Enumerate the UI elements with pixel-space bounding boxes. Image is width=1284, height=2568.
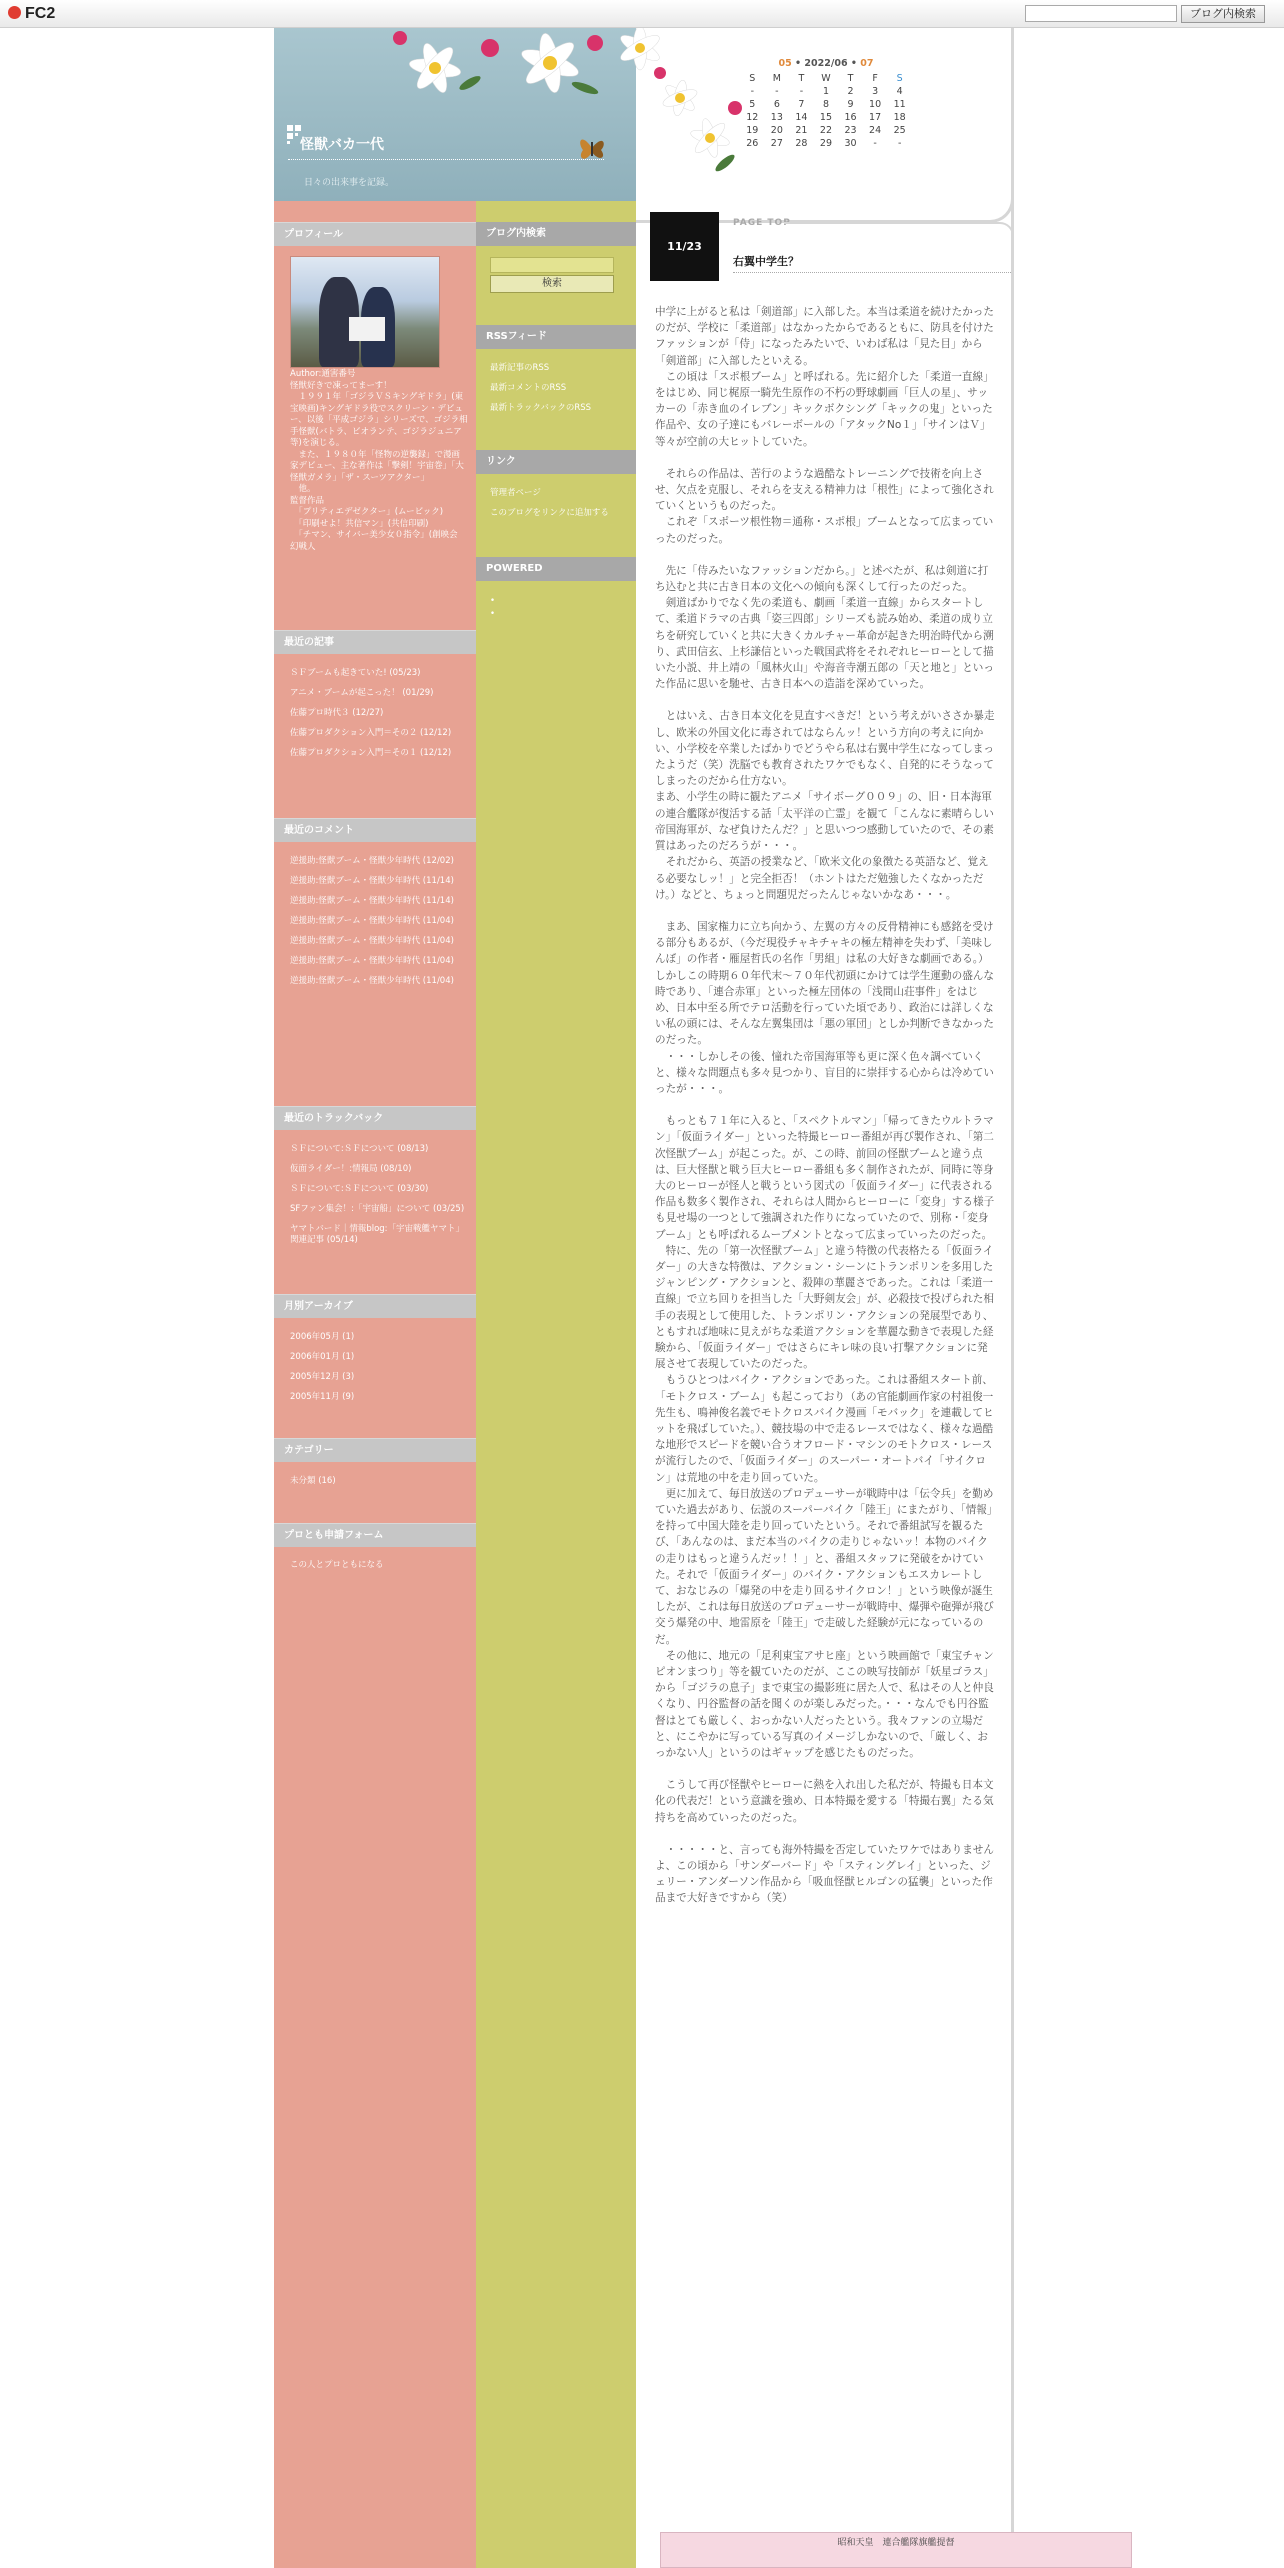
calendar-day: 8 (822, 99, 829, 110)
entry-paragraph: まあ、国家権力に立ち向かう、左翼の方々の反骨精神にも感銘を受ける部分もあるが、（今だ現役チャキチャキの極左精神を失わず、「美味しんぼ」の作者・雁屋哲氏の名作「男組」は私の大好きな劇画である。）しかしこの時期６０年代末～７０年代初頭にかけては学生運動の盛んな時であり、「連合赤軍」といった極左団体の「浅間山荘事件」をはじめ、日本中至る所でテロ活動を行っていた頃であり、政治には詳しくない私の頭には、そんな左翼集団は「悪の軍団」としか判断できなかったのだった。 ・・・しかしその後、憧れた帝国海軍等も更に深く色々調べていくと、様々な問題点も多々見つかり、盲目的に崇拝する心からは冷めていったが・・・。 (655, 920, 994, 1095)
entry-title[interactable]: 右翼中学生？ (733, 255, 799, 268)
profile-photo (290, 256, 440, 368)
fc2-search-input[interactable] (1025, 5, 1177, 22)
calendar-prev-month[interactable]: 05 (778, 58, 792, 69)
calendar-day: 10 (869, 99, 882, 110)
calendar-header (740, 58, 912, 69)
calendar-day: 2 (847, 86, 854, 97)
calendar-day: 3 (872, 86, 879, 97)
calendar-day: 17 (869, 112, 882, 123)
recent-comment-link[interactable]: 逆援助:怪獣ブーム・怪獣少年時代 (11/04) (290, 916, 454, 926)
page-top-link[interactable]: PAGE TOP (733, 218, 791, 228)
calendar-day: 24 (869, 125, 882, 136)
powered-heading: POWERED (476, 557, 636, 581)
fc2-logo-text: FC2 (25, 5, 56, 22)
weekday: M (772, 73, 781, 84)
calendar-day: 20 (770, 125, 783, 136)
recent-comment-link[interactable]: 逆援助:怪獣ブーム・怪獣少年時代 (11/04) (290, 976, 454, 986)
category-heading: カテゴリー (274, 1438, 476, 1462)
weekday: F (872, 73, 878, 84)
calendar-day: 16 (844, 112, 857, 123)
calendar-day: - (775, 86, 779, 97)
calendar-day: 7 (798, 99, 805, 110)
recent-entry-link[interactable]: ＳＦブームも起きていた! (05/23) (290, 668, 421, 678)
recent-entry-link[interactable]: 佐藤プロダクション入門＝その１ (12/12) (290, 748, 452, 758)
calendar-day: - (873, 138, 877, 149)
friends-heading: プロとも申請フォーム (274, 1523, 476, 1547)
calendar-separator: • (791, 58, 805, 69)
blog-description: 日々の出来事を記録。 (304, 178, 395, 188)
calendar-day: 15 (819, 112, 833, 123)
calendar-day: 12 (746, 112, 759, 123)
calendar-grid (740, 72, 912, 150)
profile-line: 「プリティエデゼクター」(ムービック) (290, 507, 444, 517)
profile-line: また、１９８０年「怪物の逆襲録」で漫画家デビュー、主な著作は「撃剣！宇宙巻」「大怪獣ガメラ」「ザ・スーツアクター」 (290, 449, 464, 483)
entry-image-caption: 昭和天皇 連合艦隊旗艦提督 (837, 2538, 955, 2548)
calendar-day: 22 (819, 125, 833, 136)
archive-link[interactable]: 2006年01月 (1) (290, 1352, 355, 1362)
recent-comment-link[interactable]: 逆援助:怪獣ブーム・怪獣少年時代 (11/14) (290, 876, 454, 886)
recent-entry-link[interactable]: アニメ・ブームが起こった！ (01/29) (290, 688, 434, 698)
calendar-day: - (750, 86, 754, 97)
blog-search-button[interactable]: 検索 (490, 275, 614, 293)
recent-entry-link[interactable]: 佐藤プロダクション入門＝その２ (12/12) (290, 728, 452, 738)
rss-link[interactable]: 最新記事のRSS (490, 363, 550, 373)
recent-entries-heading: 最近の記事 (274, 630, 476, 654)
calendar-day: - (897, 138, 902, 149)
trackback-link[interactable]: ＳＦについて:ＳＦについて (03/30) (290, 1184, 429, 1194)
friends-link[interactable]: この人とプロともになる (290, 1560, 384, 1570)
entry-paragraph: 先に「侍みたいなファッションだから。」と述べたが、私は剣道に打ち込むと共に古き日本の文化への傾向も深くして行ったのだった。 剣道ばかりでなく先の柔道も、劇画「柔道一直線」からスタートして、柔道ドラマの古典「姿三四郎」シリーズも読み始め、柔道の成り立ちを研究していくと共に大きくカルチャー革命が起きた明治時代から溯り、武田信玄、上杉謙信といった戦国武将をそれぞれヒーローとして描いた小説、井上靖の「風林火山」や海音寺潮五郎の「天と地と」といった作品に思いを馳せ、古き日本への造詣を深めていった。 (655, 564, 994, 691)
recent-comment-link[interactable]: 逆援助:怪獣ブーム・怪獣少年時代 (11/04) (290, 936, 454, 946)
calendar-week (740, 137, 912, 150)
entry-paragraph: それらの作品は、苦行のような過酷なトレーニングで技術を向上させ、欠点を克服し、それらを支える精神力は「根性」によって強化されていくというものだった。 これぞ「スポーツ根性物＝通称・スポ根」ブームとなって広まっていったのだった。 (655, 467, 994, 545)
title-divider (288, 159, 604, 160)
archive-link[interactable]: 2006年05月 (1) (290, 1332, 355, 1342)
archive-list (290, 1332, 466, 1412)
blog-title[interactable]: 怪獣バカ一代 (300, 137, 384, 153)
entry-image[interactable] (660, 2532, 1132, 2568)
photo-paper (349, 317, 385, 341)
trackback-link[interactable]: 仮面ライダー！:情報局 (08/10) (290, 1164, 412, 1174)
entry-paragraph: こうして再び怪獣やヒーローに熱を入れ出した私だが、特撮も日本文化の代表だ！という意識を強め、日本特撮を愛する「特撮右翼」たる気持ちを高めていったのだった。 (655, 1779, 994, 1824)
weekday: S (896, 73, 903, 84)
calendar-week (740, 111, 912, 124)
calendar-week (740, 124, 912, 137)
links-list (490, 488, 626, 528)
calendar-current-month: 2022/06 (804, 58, 848, 69)
calendar-weekday-row (740, 72, 912, 85)
rss-link[interactable]: 最新トラックバックのRSS (490, 403, 592, 413)
calendar-day: 23 (844, 125, 857, 136)
calendar-day: 19 (746, 125, 759, 136)
friends-list (290, 1560, 466, 1580)
calendar-day: 29 (819, 138, 833, 149)
profile-line: 「チマン、サイバー美少女０指令」(創映会 幻戦人 (290, 530, 467, 552)
recent-comment-link[interactable]: 逆援助:怪獣ブーム・怪獣少年時代 (11/14) (290, 896, 454, 906)
fc2-top-bar (0, 0, 1284, 28)
profile-line: 「印刷せよ！共信マン」(共信印刷) (290, 518, 429, 529)
profile-line: Author:通害番号 (290, 369, 356, 379)
calendar-week (740, 98, 912, 111)
calendar-day: 28 (795, 138, 808, 149)
trackback-link[interactable]: SFファン集会！:「宇宙船」について (03/25) (290, 1204, 465, 1214)
profile-line: 怪獣好きで凍ってまーす！ (290, 380, 392, 391)
calendar-day: 14 (795, 112, 808, 123)
rss-link[interactable]: 最新コメントのRSS (490, 383, 567, 393)
powered-list (490, 596, 626, 620)
category-list (290, 1476, 466, 1496)
profile-text (290, 369, 468, 553)
entry-paragraph: もっとも７１年に入ると、「スペクトルマン」「帰ってきたウルトラマン」「仮面ライダー」といった特撮ヒーロー番組が再び製作され、「第二次怪獣ブーム」が起こった。が、この時、前回の怪獣ブームと違う点は、巨大怪獣と戦う巨大ヒーロー番組も多く制作されたが、同時に等身大のヒーローが怪人と戦うという図式の「仮面ライダー」に代表される作品も数多く製作され、それらは人間からヒーローに「変身」する様子も見せ場の一つとして強調された作りになっていたので、別称・「変身ブーム」とも呼ばれるムーブメントとなって広まっていったのだった。 特に、先の「第一次怪獣ブーム」と違う特徴の代表格たる「仮面ライダー」の大きな特徴は、アクション・シーンにトランポリンを多用したジャンピング・アクションと、殺陣の華麗さであった。これは「柔道一直線」で立ち回りを担当した「大野剣友会」が、必殺技で投げられた相手の表現として使用した、トランポリン・アクションの発展型であり、ともすれば地味に見えがちな柔道アクションを華麗な動きで表現した経験から、「仮面ライダー」ではさらにキレ味の良い打撃アクションに発展させて表現していたのだった。 もうひとつはバイク・アクションであった。これは番組スタート前、「モトクロス・ブーム」も起こっており（あの官能劇画作家の村祖俊一先生も、鳴神俊名義でモトクロスバイク漫画「モバック」を連載してヒットを飛ばしていた。）、競技場の中で走るレースではなく、様々な過酷な地形でスピードを競い合うオフロード・マシンのモトクロス・レースが流行したので、「仮面ライダー」のスーパー・オートバイ「サイクロン」は荒地の中を走り回っていた。 更に加えて、毎日放送のプロデューサーが戦時中は「伝令兵」を勤めていた過去があり、伝説のスーパーバイク「陸王」にまたがり、「情報」を持って中国大陸を走り回っていたという。それで番組試写を観るたび、「あんなのは、まだ本当のバイクの走りじゃないッ！本物のバイクの走りはもっと違うんだッ！！」と、番組スタッフに発破をかけていた。それで「仮面ライダー」のバイク・アクションもエスカレートして、おなじみの「爆発の中を走り回るサイクロン！」という映像が誕生したが、これは毎日放送のプロデューサーが戦時中、爆弾や砲弾が飛び交う爆発の中、地雷原を「陸王」で走破した経験が元になっているのだ。 その他に、地元の「足利東宝アサヒ座」という映画館で「東宝チャンピオンまつり」等を観ていたのだが、ここの映写技師が「妖星ゴラス」から「ゴジラの息子」まで東宝の撮影班に居た人で、私はその人と仲良くなり、円谷監督の話を聞くのが楽しみだった。・・・なんでも円谷監督はとても厳しく、おっかない人だったという。我々ファンの立場だと、にこやかに写っている写真のイメージしかないので、「厳しく、おっかない人」というのはギャップを感じたものだった。 (655, 1115, 998, 1760)
trackback-link[interactable]: ＳＦについて:ＳＦについて (08/13) (290, 1144, 429, 1154)
calendar-day: 27 (770, 138, 783, 149)
recent-entries-list (290, 668, 466, 768)
weekday: T (847, 73, 854, 84)
powered-bullet-icon: • (490, 609, 496, 619)
search-heading: ブログ内検索 (476, 222, 636, 246)
entry-paragraph: 中学に上がると私は「剣道部」に入部した。本当は柔道を続けたかったのだが、学校に「柔道部」はなかったからであるともに、防具を付けたファッションが「侍」になったみたいで、いわば私は「見た目」から「剣道部」に入部したといえる。 この頃は「スポ根ブーム」と呼ばれる。先に紹介した「柔道一直線」をはじめ、同じ梶原一騎先生原作の不朽の野球劇画「巨人の星」、サッカーの「赤き血のイレブン」キックボクシング「キックの鬼」といった作品や、女の子達にもバレーボールの「アタックNo１」「サインはＶ」等々が空前の大ヒットしていた。 (655, 306, 994, 448)
admin-link[interactable]: 管理者ページ (490, 488, 541, 498)
calendar-day: - (799, 86, 804, 97)
calendar-day: 9 (847, 99, 854, 110)
calendar-day: 26 (746, 138, 759, 149)
fc2-logo-icon (8, 6, 21, 19)
recent-comment-link[interactable]: 逆援助:怪獣ブーム・怪獣少年時代 (12/02) (290, 856, 454, 866)
rss-list (490, 363, 626, 423)
calendar-day: 6 (773, 99, 780, 110)
profile-line: 他。 (290, 484, 316, 494)
profile-heading: プロフィール (274, 222, 476, 246)
powered-bullet-icon: • (490, 596, 496, 606)
profile-line: １９９１年「ゴジラＶＳキングギドラ」(東宝映画)キングギドラ役でスクリーン・デビュー、以後「平成ゴジラ」シリーズで、ゴジラ相手怪獣(バトラ、ビオランテ、ゴジラジュニア等)を演じる。 (290, 392, 468, 448)
calendar-day: 25 (893, 125, 906, 136)
entry-top-rule (784, 222, 1014, 236)
calendar-day: 11 (893, 99, 906, 110)
recent-comment-link[interactable]: 逆援助:怪獣ブーム・怪獣少年時代 (11/04) (290, 956, 454, 966)
calendar-day: 4 (896, 86, 903, 97)
calendar (740, 58, 912, 150)
fc2-search-button[interactable]: ブログ内検索 (1181, 5, 1265, 23)
blog-search-input[interactable] (490, 257, 614, 273)
trackbacks-list (290, 1144, 466, 1255)
butterfly-icon (575, 128, 609, 168)
page-shadow (1011, 28, 1014, 2568)
calendar-day: 21 (795, 125, 808, 136)
add-link-link[interactable]: このブログをリンクに追加する (490, 508, 609, 518)
calendar-week (740, 85, 912, 98)
weekday: W (821, 73, 831, 84)
calendar-day: 1 (822, 86, 829, 97)
calendar-day: 30 (844, 138, 857, 149)
calendar-day: 18 (893, 112, 906, 123)
calendar-next-month[interactable]: 07 (860, 58, 874, 69)
weekday: T (798, 73, 805, 84)
entry-paragraph: ・・・・・と、言っても海外特撮を否定していたワケではありませんよ、この頃から「サンダーバード」や「スティングレイ」といった、ジェリー・アンダーソン作品から「吸血怪獣ヒルゴンの猛襲」といった作品まで大好きですから（笑） (655, 1843, 994, 1905)
category-link[interactable]: 未分類 (16) (290, 1476, 336, 1486)
entry-title-divider (733, 272, 1011, 273)
recent-entry-link[interactable]: 佐藤プロ時代３ (12/27) (290, 708, 384, 718)
trackbacks-heading: 最近のトラックバック (274, 1106, 476, 1130)
calendar-day: 13 (770, 112, 783, 123)
links-heading: リンク (476, 450, 636, 474)
calendar-day: 5 (749, 99, 756, 110)
archive-link[interactable]: 2005年12月 (3) (290, 1372, 355, 1382)
rss-heading: RSSフィード (476, 325, 636, 349)
entry-paragraph: とはいえ、古き日本文化を見直すべきだ！という考えがいささか暴走し、欧米の外国文化に毒されてはならんッ！という方向の考えに向かい、小学校を卒業したばかりでどうやら私は右翼中学生になってしまったようだ（笑）洗脳でも教育されたワケでもなく、自発的にそうなってしまったのだから仕方ない。 まあ、小学生の時に観たアニメ「サイボーグ００９」の、旧・日本海軍の連合艦隊が復活する話「太平洋の亡霊」を観て「こんなに素晴らしい帝国海軍が、なぜ負けたんだ？」と思いつつ感動していたので、その素質はあったのだろうが・・・。 それだから、英語の授業など、「欧米文化の象徴たる英語など、覚える必要なしッ！」と完全拒否！（ホントはただ勉強したくなかっただけ。）などと、ちょっと問題児だったんじゃないかなあ・・・。 (655, 710, 995, 901)
entry-body (655, 304, 998, 1923)
flower-decoration (340, 28, 760, 178)
fc2-logo[interactable] (8, 5, 55, 23)
entry-date: 11/23 (650, 212, 719, 281)
trackback-link[interactable]: ヤマトバード｜情報blog:「宇宙戦艦ヤマト」関連記事 (05/14) (290, 1224, 465, 1245)
profile-line: 監督作品 (290, 495, 325, 506)
recent-comments-heading: 最近のコメント (274, 818, 476, 842)
archive-link[interactable]: 2005年11月 (9) (290, 1392, 355, 1402)
archive-heading: 月別アーカイブ (274, 1294, 476, 1318)
recent-comments-list (290, 856, 466, 996)
weekday: S (749, 73, 756, 84)
calendar-separator: • (847, 58, 861, 69)
